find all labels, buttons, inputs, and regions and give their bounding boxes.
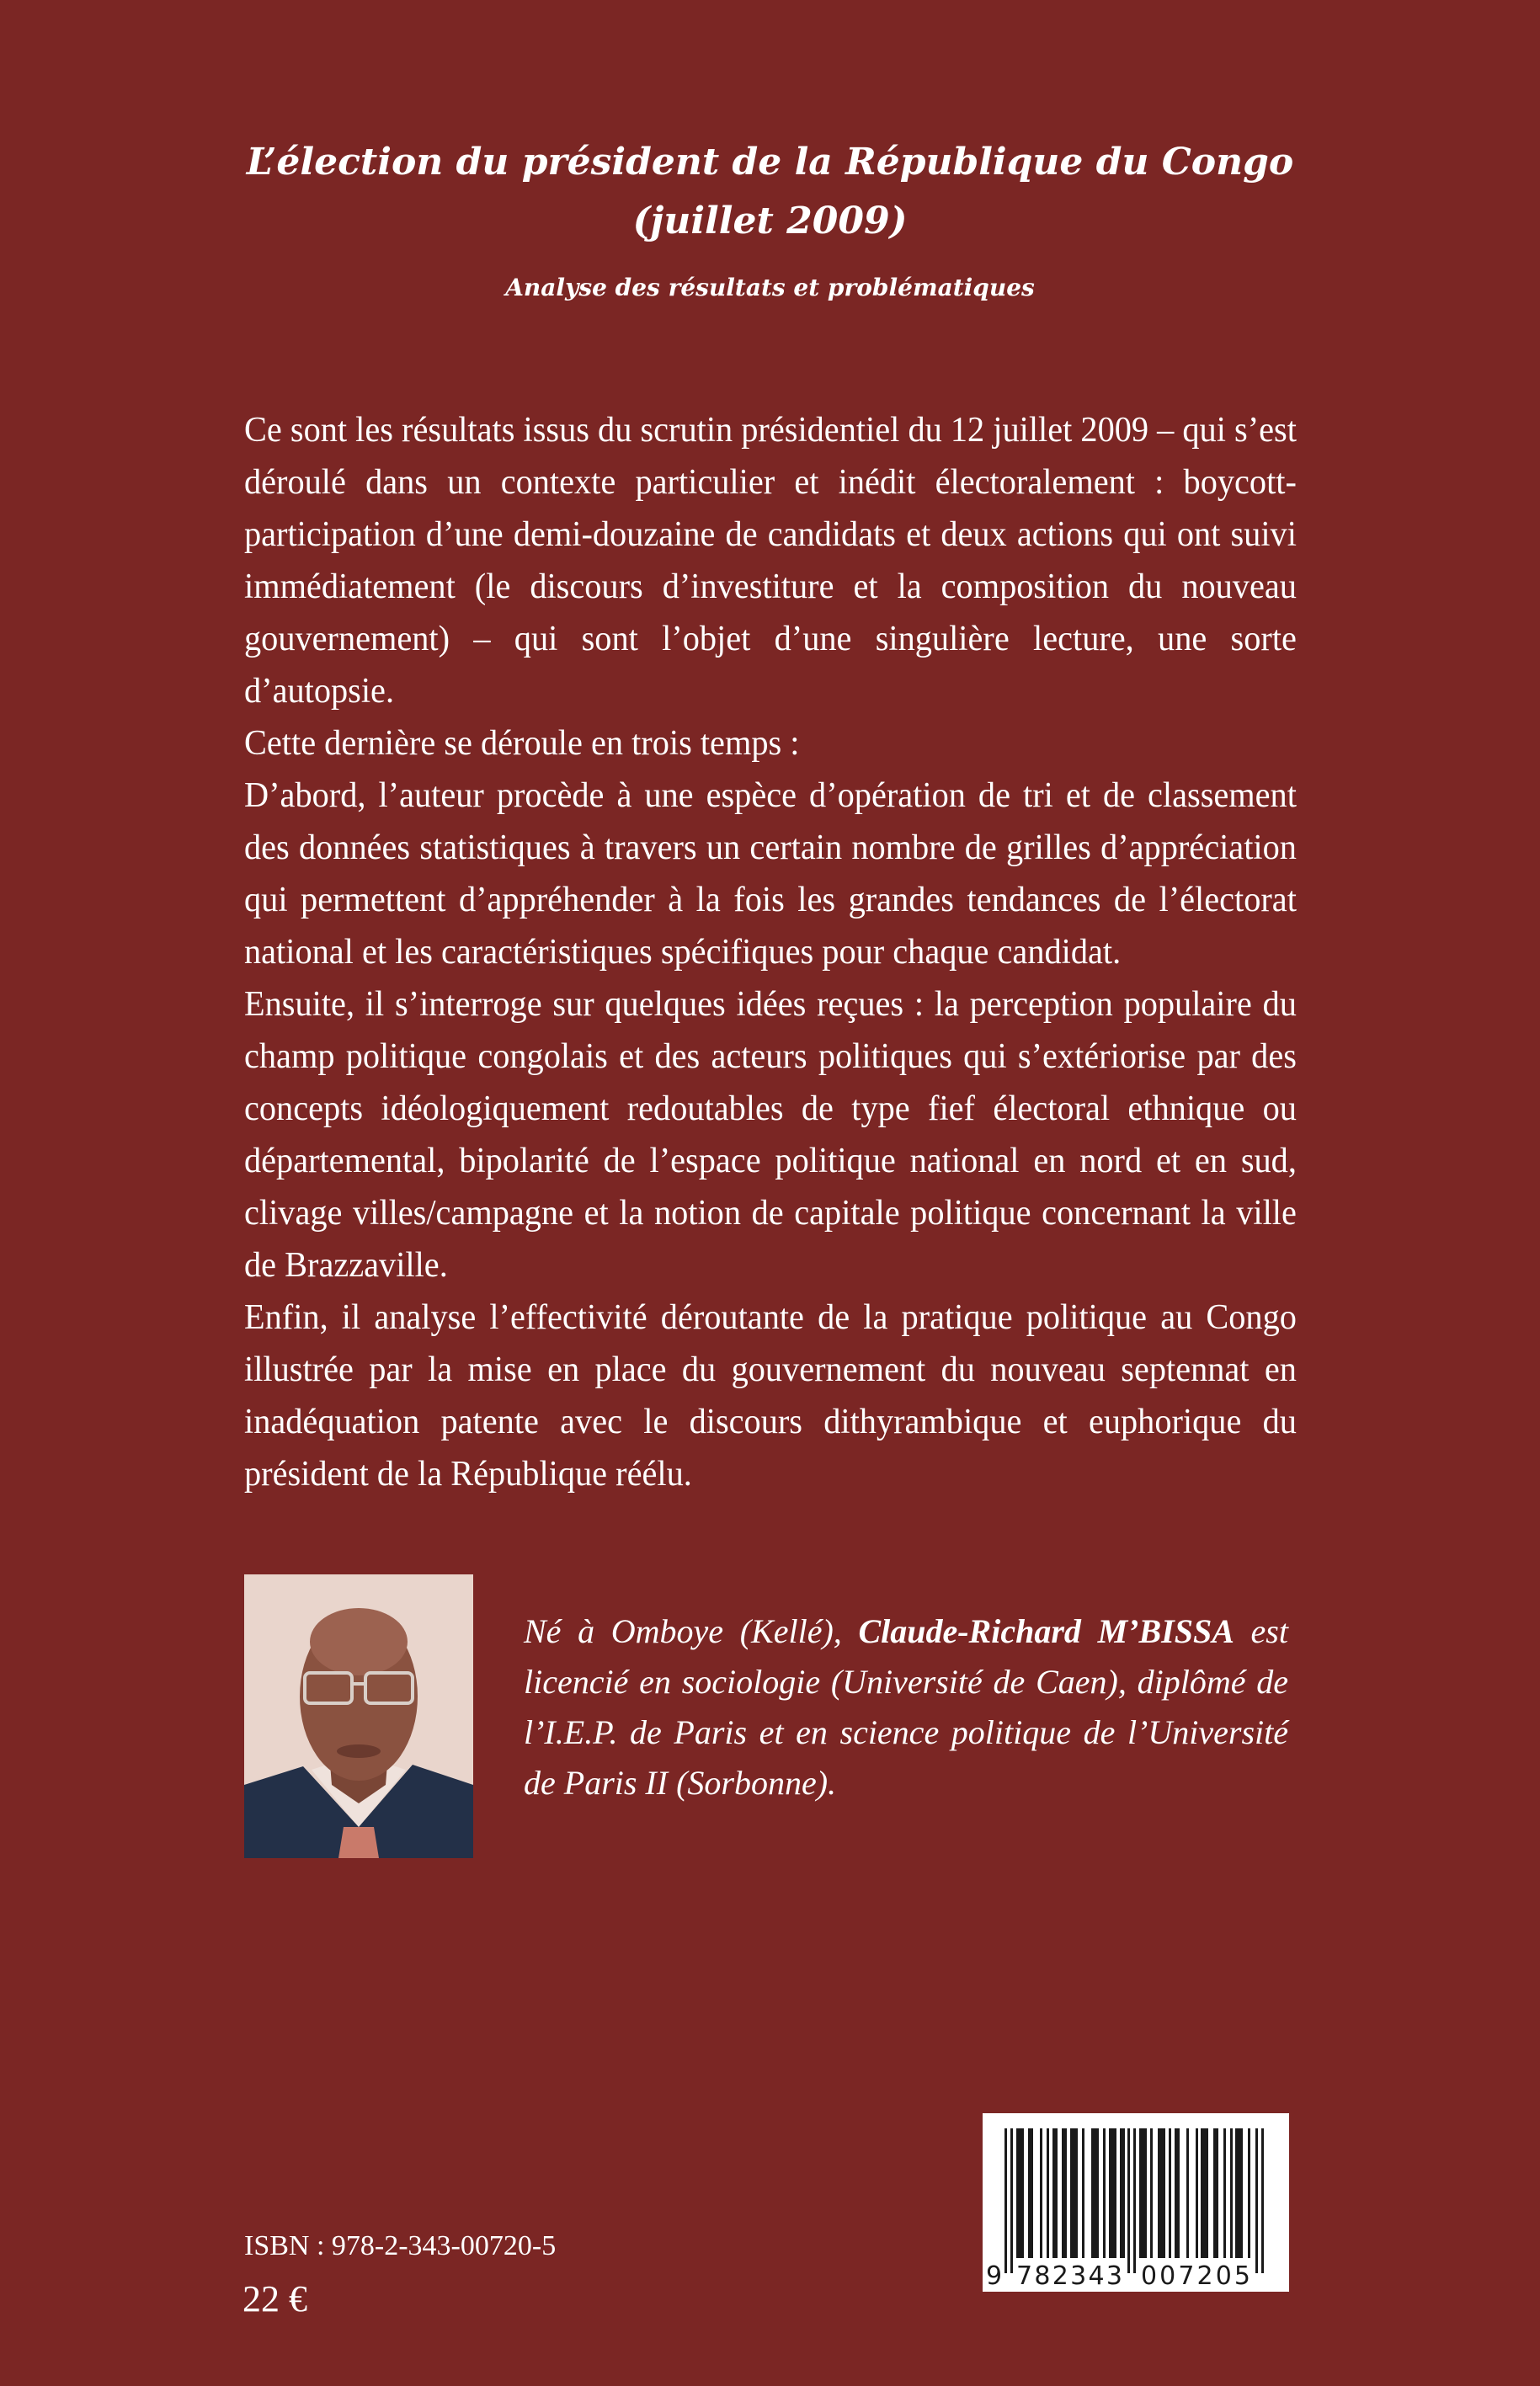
- barcode-first-digit: 9: [986, 2261, 1003, 2291]
- barcode-right-digits: 007205: [1141, 2261, 1250, 2291]
- title-line-1: L’élection du président de la République du Congo: [246, 141, 1294, 184]
- book-subtitle: Analyse des résultats et problématiques: [505, 274, 1035, 301]
- author-portrait-icon: [244, 1574, 473, 1858]
- price-label: 22 €: [242, 2278, 307, 2319]
- blurb-paragraph: D’abord, l’auteur procède à une espèce d’opération de tri et de classement des données statistiques à travers un certain nombre de grilles d’appréciation qui permettent d’appréhender à la fois les grandes tendances de l’électorat national et les caractéristiques spécifiques pour chaque candidat.: [244, 776, 1297, 972]
- title-line-2: (juillet 2009): [632, 200, 908, 242]
- blurb-paragraph: Cette dernière se déroule en trois temps :: [244, 724, 800, 763]
- isbn-barcode: [983, 2113, 1289, 2292]
- blurb-paragraph: Enfin, il analyse l’effectivité déroutante de la pratique politique au Congo illustrée par la mise en place du gouvernement du nouveau septennat en inadéquation patente avec le discours dithyrambique et euphorique du président de la République réélu.: [244, 1298, 1297, 1494]
- barcode-icon: [983, 2113, 1289, 2292]
- author-photo: [244, 1574, 473, 1858]
- blurb-paragraph: Ce sont les résultats issus du scrutin présidentiel du 12 juillet 2009 – qui s’est déroulé dans un contexte particulier et inédit électoralement : boycott-participation d’une demi-douzaine de candidats et deux actions qui ont suivi immédiatement (le discours d’investiture et la composition du nouveau gouvernement) – qui sont l’objet d’une singulière lecture, une sorte d’autopsie.: [244, 411, 1297, 711]
- blurb: [244, 404, 1297, 1500]
- bio-prefix: Né à Omboye (Kellé),: [524, 1612, 859, 1650]
- bio-suffix: est licencié en sociologie (Université de Caen), diplômé de l’I.E.P. de Paris et en science politique de l’Université de Paris II (Sorbonne).: [524, 1612, 1288, 1802]
- blurb-paragraph: Ensuite, il s’interroge sur quelques idées reçues : la perception populaire du champ politique congolais et des acteurs politiques qui s’extériorise par des concepts idéologiquement redoutables de type fief électoral ethnique ou départemental, bipolarité de l’espace politique national en nord et en sud, clivage villes/campagne et la notion de capitale politique concernant la ville de Brazzaville.: [244, 985, 1297, 1285]
- isbn-label: ISBN : 978-2-343-00720-5: [244, 2230, 557, 2261]
- book-title: [0, 133, 1540, 251]
- author-name: Claude-Richard M’BISSA: [858, 1612, 1234, 1650]
- barcode-left-digits: 782343: [1016, 2261, 1122, 2291]
- author-bio: [524, 1606, 1288, 1808]
